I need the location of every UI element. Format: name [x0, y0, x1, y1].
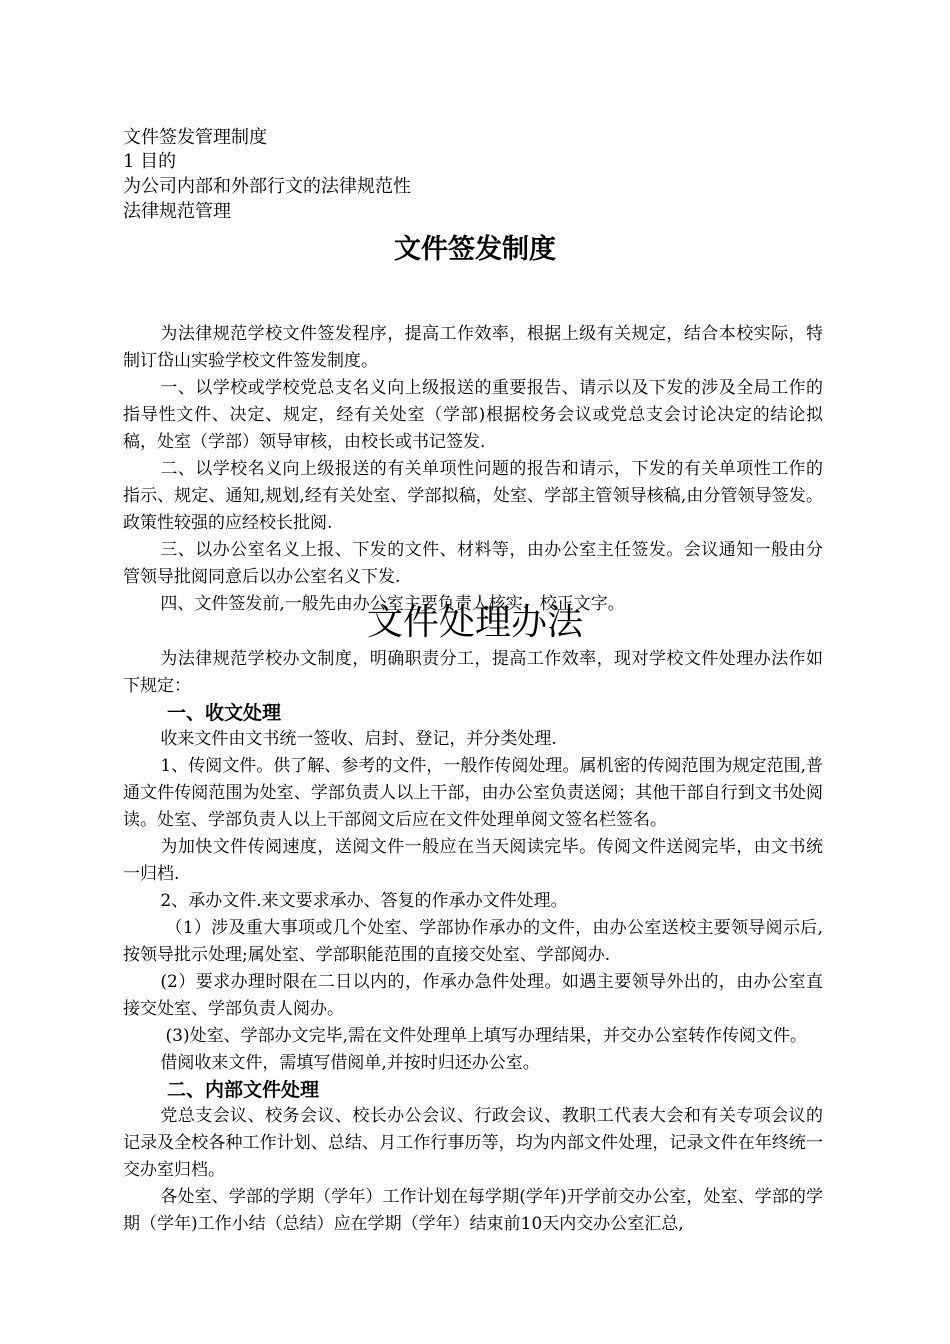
subsection1-paragraph: 借阅收来文件，需填写借阅单,并按时归还办公室。	[160, 1053, 540, 1073]
section1-title: 文件签发制度	[394, 234, 556, 265]
section1-paragraph: 为法律规范学校文件签发程序，提高工作效率，根据上级有关规定，结合本校实际，特制订岱山实验学校文件签发制度。	[123, 324, 823, 371]
subsection1-paragraph: (3)处室、学部办文完毕,需在文件处理单上填写办理结果，并交办公室转作传阅文件。	[165, 1026, 807, 1046]
subsection2-title: 二、内部文件处理	[167, 1079, 320, 1101]
section1-paragraph: 一、以学校或学校党总支名义向上级报送的重要报告、请示以及下发的涉及全局工作的指导性文件、决定、规定，经有关处室（学部)根据校务会议或党总支会讨论决定的结论拟稿，处室（学部）领导审核，由校长或书记签发.	[123, 378, 823, 452]
subsection1-paragraph: 2、承办文件.来文要求承办、答复的作承办文件处理。	[160, 891, 568, 911]
section2-body	[123, 646, 823, 1238]
section2-intro: 为法律规范学校办文制度，明确职责分工，提高工作效率，现对学校文件处理办法作如下规定：	[123, 649, 823, 696]
subsection1-paragraph: 为加快文件传阅速度，送阅文件一般应在当天阅读完毕。传阅文件送阅完毕，由文书统一归档.	[123, 837, 823, 884]
subsection1-title: 一、收文处理	[167, 702, 282, 724]
subsection2-paragraph: 党总支会议、校务会议、校长办公会议、行政会议、教职工代表大会和有关专项会议的记录及全校各种工作计划、总结、月工作行事历等，均为内部文件处理，记录文件在年终统一交办室归档。	[123, 1106, 823, 1180]
header-line-2: 1 目的	[123, 151, 177, 172]
section1-paragraph: 三、以办公室名义上报、下发的文件、材料等，由办公室主任签发。会议通知一般由分管领导批阅同意后以办公室名义下发.	[123, 540, 823, 587]
section1-paragraph: 四、文件签发前,一般先由办公室主要负责人核实、校正文字。	[160, 594, 625, 614]
subsection1-paragraph: 收来文件由文书统一签收、启封、登记，并分类处理.	[160, 729, 557, 749]
section1-paragraph: 二、以学校名义向上级报送的有关单项性问题的报告和请示，下发的有关单项性工作的指示、规定、通知,规划,经有关处室、学部拟稿，处室、学部主管领导核稿,由分管领导签发。政策性较强的应经校长批阅.	[123, 459, 823, 533]
subsection1-paragraph: 1、传阅文件。供了解、参考的文件，一般作传阅处理。属机密的传阅范围为规定范围,普通文件传阅范围为处室、学部负责人以上干部，由办公室负责送阅；其他干部自行到文书处阅读。处室、学部负责人以上干部阅文后应在文件处理单阅文签名栏签名。	[123, 756, 823, 830]
subsection1-paragraph: (2）要求办理时限在二日以内的，作承办急件处理。如遇主要领导外出的，由办公室直接交处室、学部负责人阅办。	[123, 972, 823, 1019]
header-line-4: 法律规范管理	[123, 201, 231, 222]
subsection1-paragraph: （1）涉及重大事项或几个处室、学部协作承办的文件，由办公室送校主要领导阅示后,按领导批示处理;属处室、学部职能范围的直接交处室、学部阅办.	[123, 918, 823, 965]
header-line-3: 为公司内部和外部行文的法律规范性	[123, 176, 411, 197]
subsection2-paragraph: 各处室、学部的学期（学年）工作计划在每学期(学年)开学前交办公室，处室、学部的学期（学年)工作小结（总结）应在学期（学年）结束前10天内交办公室汇总,	[123, 1187, 823, 1234]
header-line-1: 文件签发管理制度	[123, 127, 267, 148]
section1-body	[123, 321, 823, 618]
section2-title: 文件处理办法	[366, 602, 583, 643]
